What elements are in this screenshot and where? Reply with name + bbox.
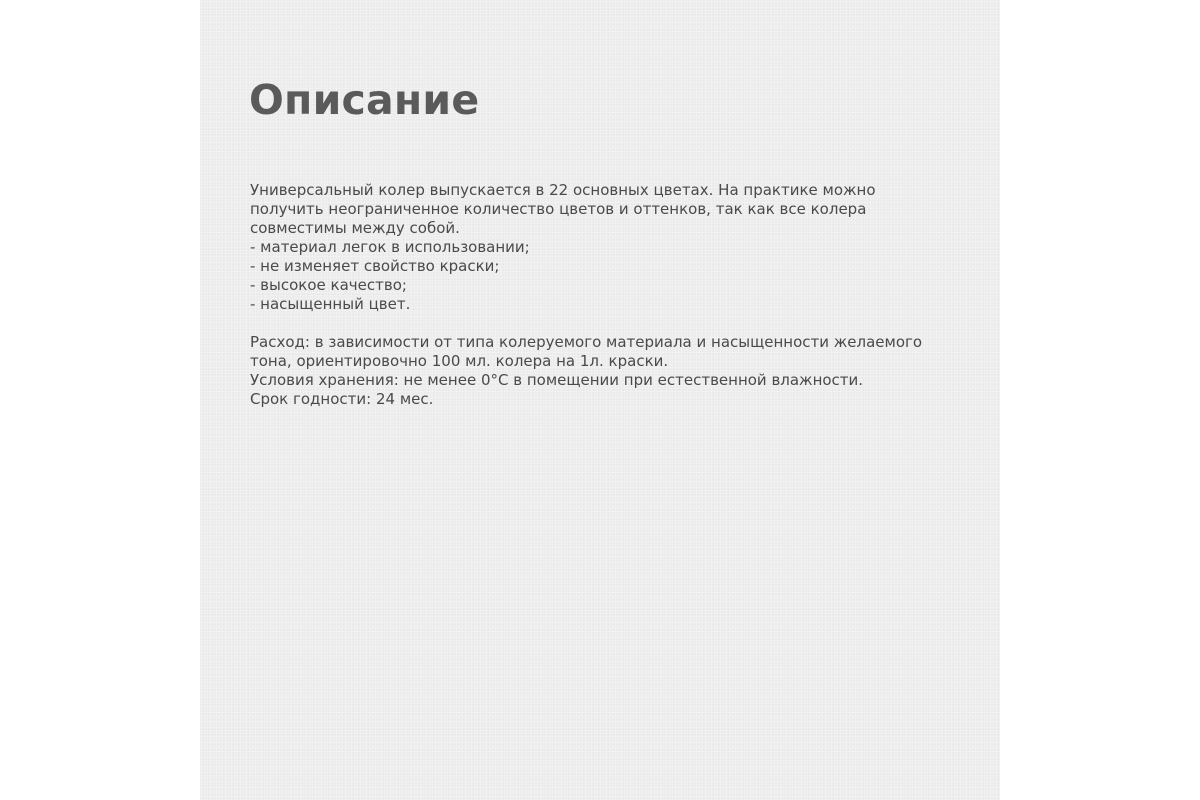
description-line: совместимы между собой. xyxy=(250,219,460,237)
storage-line: Условия хранения: не менее 0°С в помещении при естественной влажности. xyxy=(250,371,864,389)
feature-item: - не изменяет свойство краски; xyxy=(250,257,500,275)
feature-item: - насыщенный цвет. xyxy=(250,295,411,313)
description-body xyxy=(250,181,990,409)
page-title: Описание xyxy=(249,76,480,124)
shelf-life-line: Срок годности: 24 мес. xyxy=(250,390,434,408)
usage-line: тона, ориентировочно 100 мл. колера на 1л. краски. xyxy=(250,352,669,370)
description-line: получить неограниченное количество цветов и оттенков, так как все колера xyxy=(250,200,867,218)
feature-item: - материал легок в использовании; xyxy=(250,238,530,256)
description-line: Универсальный колер выпускается в 22 основных цветах. На практике можно xyxy=(250,181,876,199)
description-card xyxy=(200,0,1000,800)
paragraph-spacer xyxy=(250,314,990,333)
feature-item: - высокое качество; xyxy=(250,276,407,294)
usage-line: Расход: в зависимости от типа колеруемого материала и насыщенности желаемого xyxy=(250,333,923,351)
